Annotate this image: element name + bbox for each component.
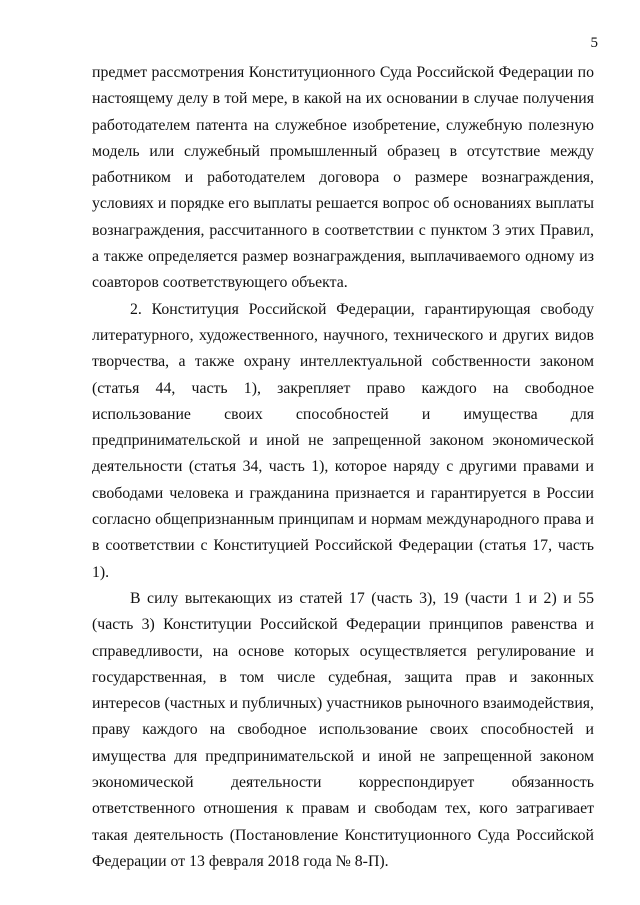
text-line: свободами человека и гражданина признается и гарантируется в России bbox=[92, 484, 594, 502]
text-line: а также определяется размер вознаграждения, выплачиваемого одному из bbox=[92, 248, 594, 266]
text-line: модель или служебный промышленный образец в отсутствие между bbox=[92, 142, 594, 160]
text-line: литературного, художественного, научного, технического и других видов bbox=[92, 326, 594, 344]
text-line: имущества для предпринимательской и иной не запрещенной законом bbox=[92, 747, 594, 765]
text-line: экономической деятельности корреспондирует обязанность bbox=[92, 774, 594, 792]
paragraph-continuation bbox=[92, 60, 594, 297]
text-line: работником и работодателем договора о размере вознаграждения, bbox=[92, 169, 594, 187]
text-line: соавторов соответствующего объекта. bbox=[92, 274, 348, 292]
text-line: (часть 3) Конституции Российской Федерации принципов равенства и bbox=[92, 616, 594, 634]
text-line: справедливости, на основе которых осуществляется регулирование и bbox=[92, 642, 594, 660]
text-line: условиях и порядке его выплаты решается вопрос об основаниях выплаты bbox=[92, 195, 594, 213]
text-line: (статья 44, часть 1), закрепляет право каждого на свободное bbox=[92, 379, 594, 397]
text-line: В силу вытекающих из статей 17 (часть 3), 19 (части 1 и 2) и 55 bbox=[130, 589, 594, 607]
text-line: творчества, а также охрану интеллектуальной собственности законом bbox=[92, 353, 594, 371]
text-line: использование своих способностей и имущества для bbox=[92, 405, 594, 423]
text-line: предпринимательской и иной не запрещенной законом экономической bbox=[92, 432, 594, 450]
text-line: 2. Конституция Российской Федерации, гарантирующая свободу bbox=[130, 300, 594, 318]
text-line: согласно общепризнанным принципам и нормам международного права и bbox=[92, 511, 594, 529]
text-line: деятельности (статья 34, часть 1), которое наряду с другими правами и bbox=[92, 458, 594, 476]
text-line: государственная, в том числе судебная, защита прав и законных bbox=[92, 668, 594, 686]
document-body bbox=[92, 60, 594, 875]
text-line: настоящему делу в той мере, в какой на их основании в случае получения bbox=[92, 90, 594, 108]
text-line: праву каждого на свободное использование своих способностей и bbox=[92, 721, 594, 739]
text-line: в соответствии с Конституцией Российской Федерации (статья 17, часть bbox=[92, 537, 594, 555]
text-line: вознаграждения, рассчитанного в соответствии с пунктом 3 этих Правил, bbox=[92, 221, 594, 239]
text-line: ответственного отношения к правам и свободам тех, кого затрагивает bbox=[92, 800, 594, 818]
text-line: 1). bbox=[92, 563, 110, 581]
text-line: Федерации от 13 февраля 2018 года № 8-П). bbox=[92, 852, 389, 870]
text-line: работодателем патента на служебное изобретение, служебную полезную bbox=[92, 116, 594, 134]
paragraph-equality-principles bbox=[92, 586, 594, 875]
text-line: такая деятельность (Постановление Конституционного Суда Российской bbox=[92, 826, 594, 844]
text-line: интересов (частных и публичных) участников рыночного взаимодействия, bbox=[92, 695, 594, 713]
text-line: предмет рассмотрения Конституционного Суда Российской Федерации по bbox=[92, 64, 594, 81]
paragraph-point-2 bbox=[92, 297, 594, 586]
page-number: 5 bbox=[590, 35, 598, 51]
